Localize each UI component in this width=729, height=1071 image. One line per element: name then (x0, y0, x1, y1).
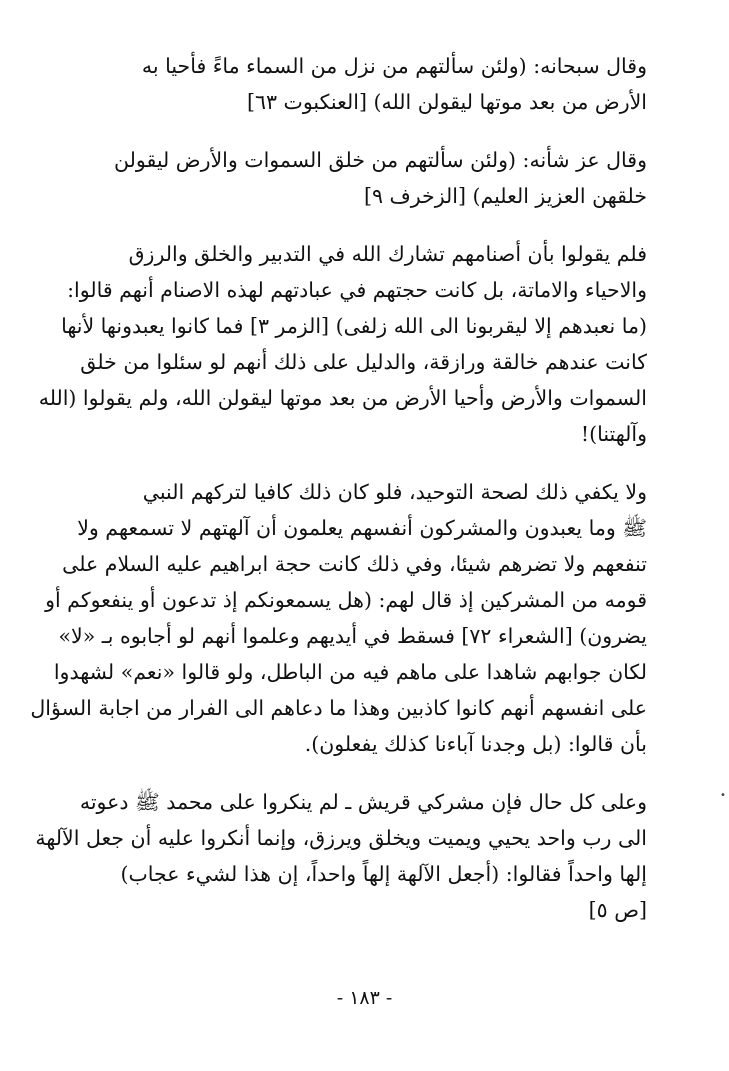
paragraph-3 (38, 236, 647, 452)
text-line: الى رب واحد يحيي ويميت ويخلق ويرزق، وإنما أنكروا عليه أن جعل الآلهة (35, 826, 647, 850)
text-line: كانت عندهم خالقة ورازقة، والدليل على ذلك أنهم لو سئلوا من خلق (80, 350, 647, 374)
paragraph-1 (72, 48, 647, 120)
text-line: ﷺ وما يعبدون والمشركون أنفسهم يعلمون أن آلهتهم لا تسمعهم ولا (77, 516, 647, 540)
text-line: [ص ٥] (588, 898, 647, 922)
text-line: وقال سبحانه: (ولئن سألتهم من نزل من السماء ماءً فأحيا به (141, 54, 647, 78)
text-line: وعلى كل حال فإن مشركي قريش ـ لم ينكروا على محمد ﷺ دعوته (79, 790, 647, 814)
text-line: بأن قالوا: (بل وجدنا آباءنا كذلك يفعلون). (304, 732, 647, 756)
text-line: والاحياء والاماتة، بل كانت حجتهم في عبادتهم لهذه الاصنام أنهم قالوا: (67, 278, 647, 302)
text-line: السموات والأرض وأحيا الأرض من بعد موتها ليقولن الله، ولم يقولوا (الله (38, 386, 647, 410)
text-line: على انفسهم أنهم كانوا كاذبين وهذا ما دعاهم الى الفرار من اجابة السؤال (30, 696, 647, 720)
text-line: خلقهن العزيز العليم) [الزخرف ٩] (363, 184, 647, 208)
text-line: لكان جوابهم شاهدا على ماهم فيه من الباطل، ولو قالوا «نعم» لشهدوا (53, 660, 647, 684)
text-line: تنفعهم ولا تضرهم شيئا، وفي ذلك كانت حجة ابراهيم عليه السلام على (62, 552, 647, 576)
paragraph-4 (30, 474, 647, 762)
text-line: الأرض من بعد موتها ليقولن الله) [العنكبوت ٦٣] (246, 90, 647, 114)
text-line: فلم يقولوا بأن أصنامهم تشارك الله في التدبير والخلق والرزق (128, 242, 647, 266)
text-line: وآلهتنا)! (580, 422, 647, 446)
text-line: قومه من المشركين إذ قال لهم: (هل يسمعونكم إذ تدعون أو ينفعوكم أو (45, 588, 647, 612)
paragraph-5 (35, 784, 647, 928)
text-line: (ما نعبدهم إلا ليقربونا الى الله زلفى) [الزمر ٣] فما كانوا يعبدونها لأنها (61, 314, 647, 338)
margin-dot: • (720, 790, 726, 801)
text-line: يضرون) [الشعراء ٧٢] فسقط في أيديهم وعلموا أنهم لو أجابوه بـ «لا» (58, 624, 647, 648)
page-number: - ١٨٣ - (336, 987, 393, 1009)
text-line: ولا يكفي ذلك لصحة التوحيد، فلو كان ذلك كافيا لتركهم النبي (142, 480, 647, 504)
page-body (30, 48, 647, 950)
text-line: وقال عز شأنه: (ولئن سألتهم من خلق السموات والأرض ليقولن (114, 148, 647, 172)
text-line: إلها واحداً فقالوا: (أجعل الآلهة إلهاً واحداً، إن هذا لشيء عجاب) (120, 862, 647, 886)
paragraph-2 (72, 142, 647, 214)
